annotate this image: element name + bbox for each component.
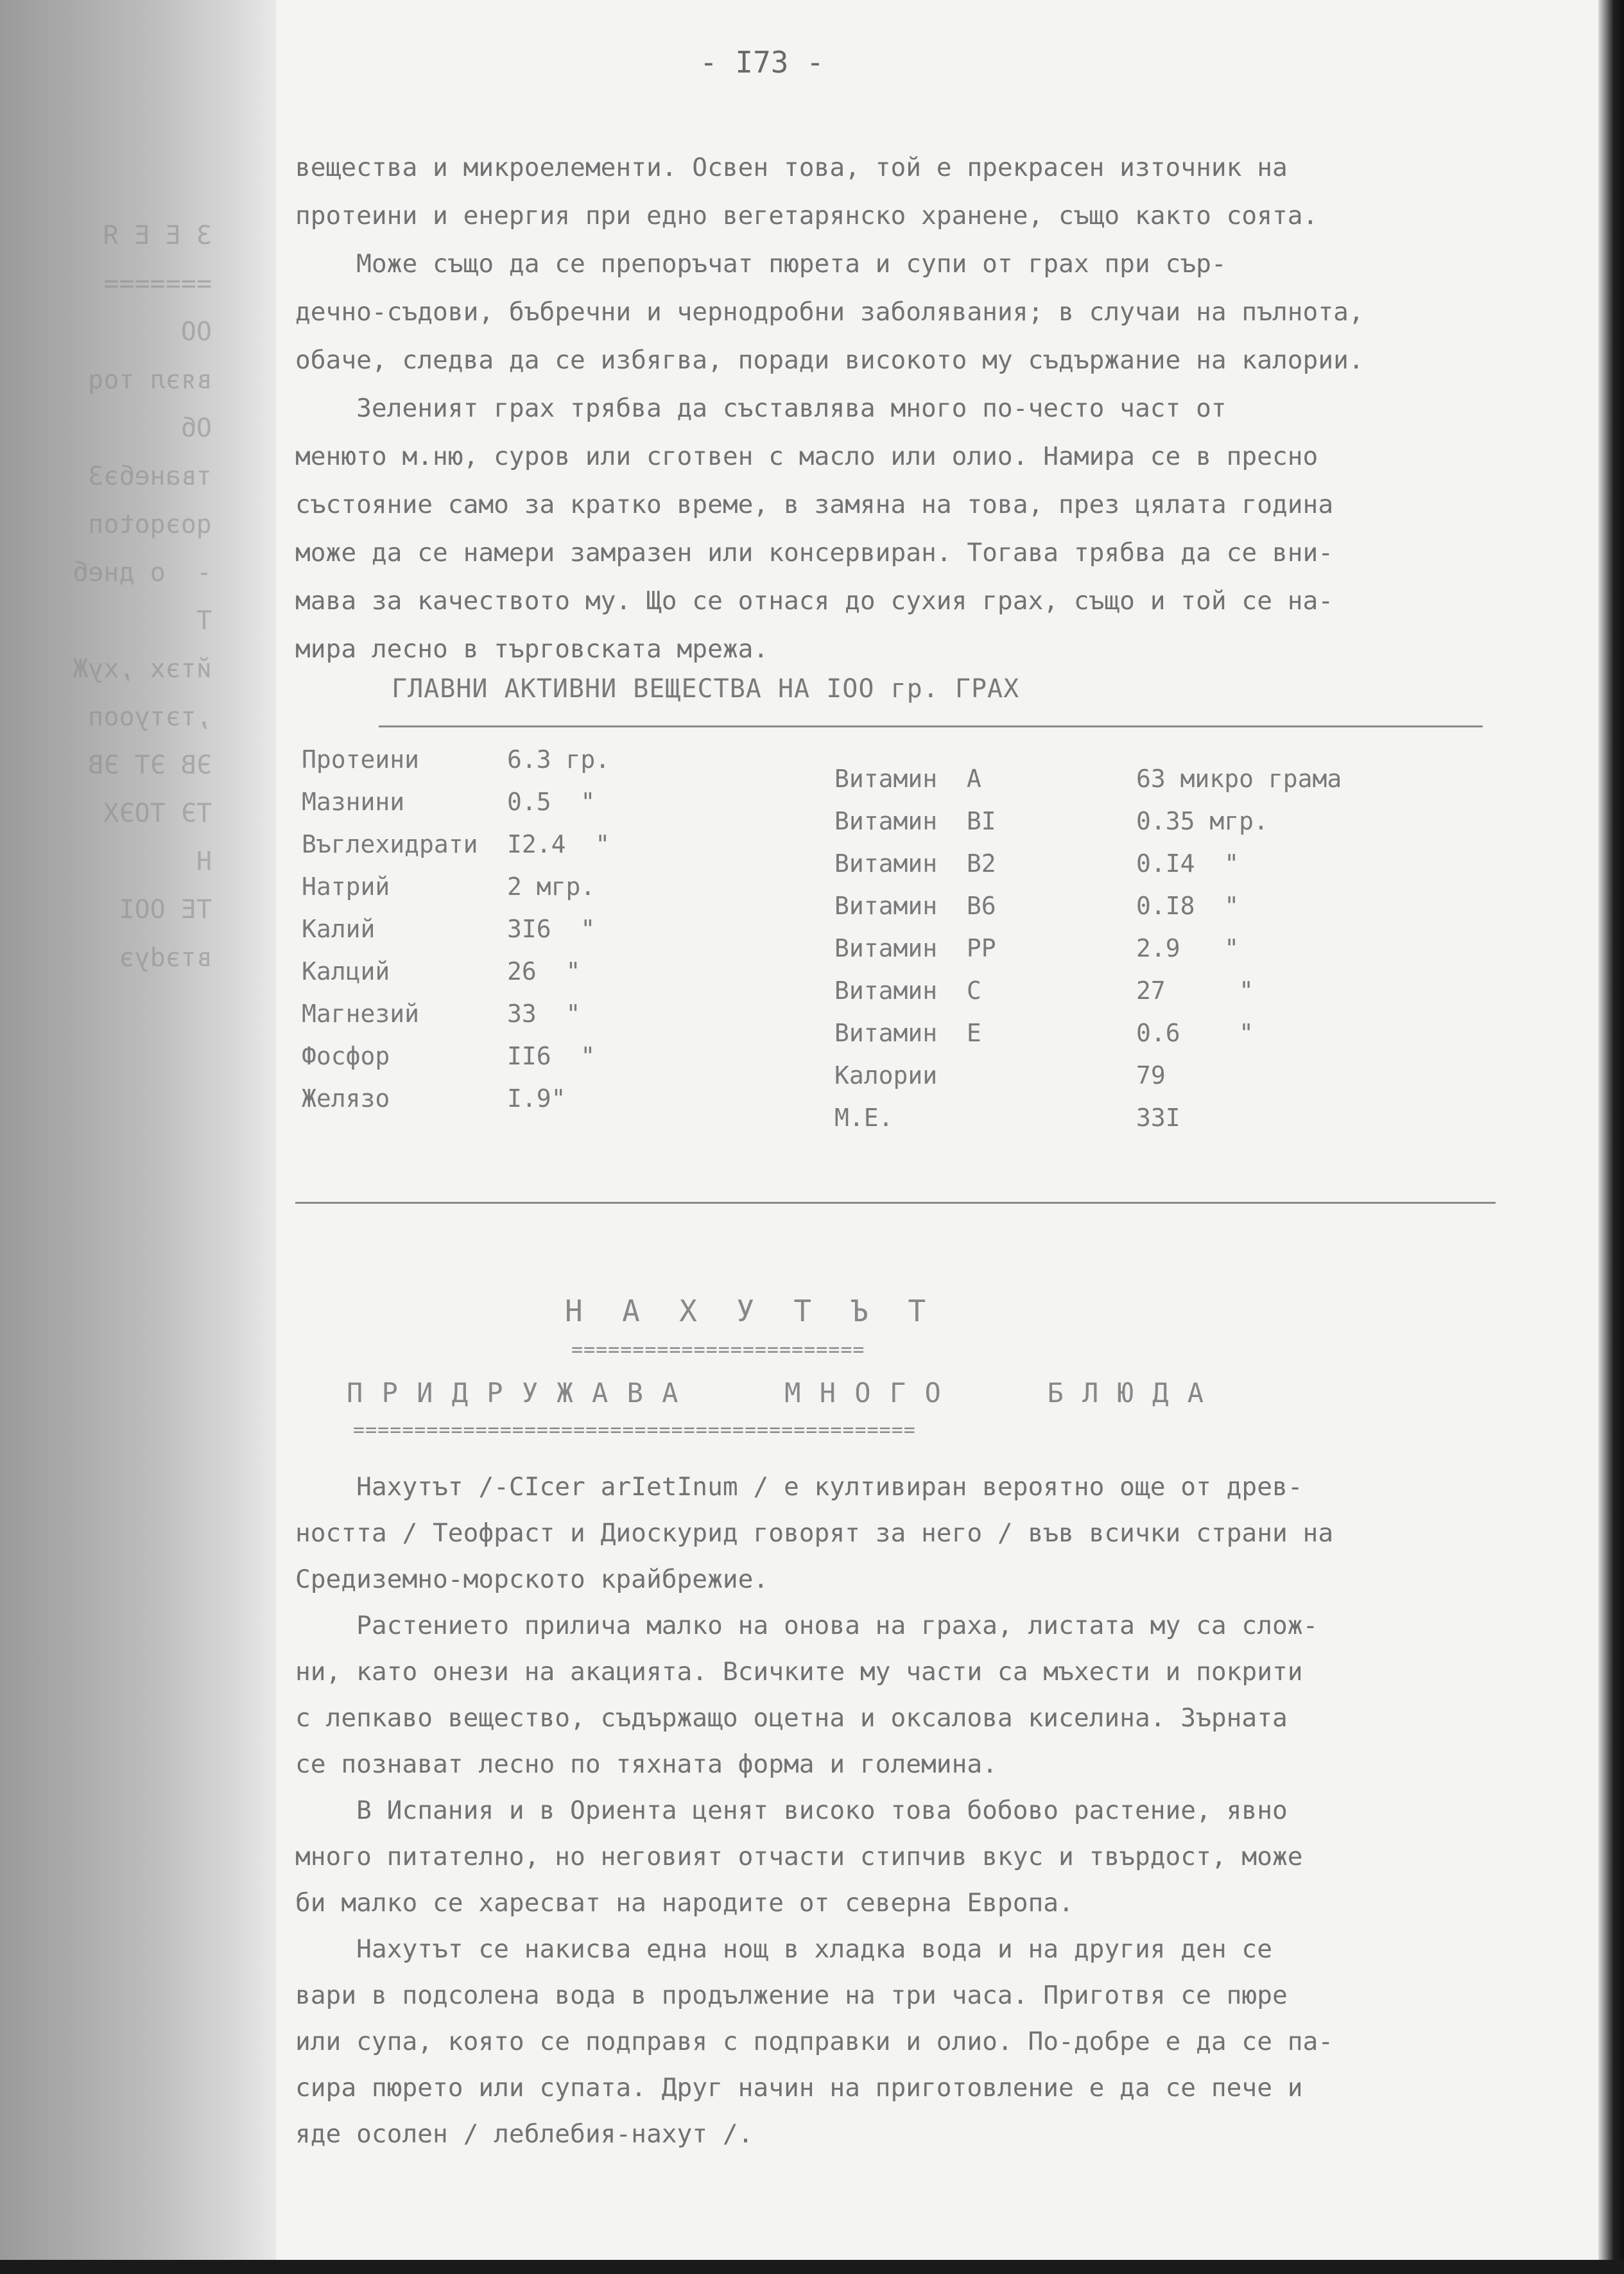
text-line: с лепкаво вещество, съдържащо оцетна и оксалова киселина. Зърната	[295, 1703, 1288, 1733]
text-line: много питателно, но неговият отчасти стипчив вкус и твърдост, може	[295, 1842, 1303, 1871]
table-right-values	[1136, 758, 1342, 1139]
nutrient-value: I.9"	[507, 1084, 566, 1113]
nutrient-name: Калий	[302, 915, 376, 943]
text-line: Зеленият грах трябва да съставлява много по-често част от	[295, 394, 1227, 423]
text-line: обаче, следва да се избягва, поради високото му съдържание на калории.	[295, 345, 1364, 375]
vitamin-name: Витамин PP	[834, 934, 996, 962]
vitamin-name: Витамин B2	[834, 849, 996, 878]
table-left-names	[302, 738, 478, 1120]
table-bottom-rule	[295, 1202, 1496, 1204]
text-line: Нахутът се накисва една нощ в хладка вода и на другия ден се	[295, 1934, 1272, 1964]
text-line: мава за качеството му. Що се отнася до сухия грах, също и той се на-	[295, 586, 1334, 616]
table-top-rule	[379, 725, 1483, 727]
document-page	[282, 0, 1560, 2274]
nutrient-name: Мазнини	[302, 788, 405, 816]
nutrient-name: Фосфор	[302, 1042, 390, 1070]
text-line: би малко се харесват на народите от северна Европа.	[295, 1888, 1074, 1918]
vitamin-value: 2.9 "	[1136, 934, 1240, 962]
text-line: Нахутът /-CIcer arIetInum / е култивиран вероятно още от древ-	[295, 1472, 1303, 1502]
vitamin-value: 79	[1136, 1061, 1166, 1089]
text-line: се познават лесно по тяхната форма и големина.	[295, 1749, 998, 1779]
section-heading-underline: ========================	[571, 1339, 865, 1361]
vitamin-value: 0.I8 "	[1136, 892, 1240, 920]
nutrient-value: 3I6 "	[507, 915, 596, 943]
nutrient-name: Калций	[302, 957, 390, 985]
text-line: ни, като онези на акацията. Всичките му части са мъхести и покрити	[295, 1657, 1303, 1687]
vitamin-name: Калории	[834, 1061, 938, 1089]
vitamin-value: 63 микро грама	[1136, 765, 1342, 793]
table-right-names	[834, 758, 996, 1139]
text-line: яде осолен / леблебия-нахут /.	[295, 2119, 754, 2149]
vitamin-name: Витамин А	[834, 765, 981, 793]
nutrient-value: 0.5 "	[507, 788, 596, 816]
vitamin-name: Витамин B6	[834, 892, 996, 920]
vitamin-name: Витамин C	[834, 976, 981, 1005]
scan-right-edge	[1598, 0, 1624, 2274]
table-title: ГЛАВНИ АКТИВНИ ВЕЩЕСТВА НА IOO гр. ГРАХ	[392, 674, 1020, 704]
text-line: протеини и енергия при едно вегетарянско хранене, също както соята.	[295, 201, 1318, 230]
vitamin-value: 33I	[1136, 1104, 1180, 1132]
section-heading: Н А Х У Т Ъ Т	[565, 1294, 928, 1328]
nutrient-value: I2.4 "	[507, 830, 610, 858]
text-line: ността / Теофраст и Диоскурид говорят за него / във всички страни на	[295, 1518, 1334, 1548]
page-number: - I73 -	[700, 45, 824, 80]
text-line: Средиземно-морското крайбрежие.	[295, 1565, 769, 1594]
text-line: мира лесно в търговската мрежа.	[295, 634, 769, 664]
vitamin-value: 0.35 мгр.	[1136, 807, 1268, 835]
nutrient-name: Магнезий	[302, 1000, 420, 1028]
text-line: състояние само за кратко време, в замяна на това, през цялата година	[295, 490, 1334, 519]
vitamin-name: Витамин E	[834, 1019, 981, 1047]
nutrient-name: Желязо	[302, 1084, 390, 1113]
bleed-through-column: 3 E E Я ======= ОО вяэл тоq Об тванебэЗ qоэqоtоп - о днеб Т йтэх ,хуЖ ,тэтуооп ЭВ ЭТ ЭВ ТЭ ТОЭХ Н ТЕ OOI втэdуэ	[73, 221, 212, 973]
nutrient-value: II6 "	[507, 1042, 596, 1070]
vitamin-value: 27 "	[1136, 976, 1254, 1005]
text-line: или супа, която се подправя с подправки и олио. По-добре е да се па-	[295, 2027, 1334, 2056]
nutrient-value: 33 "	[507, 1000, 581, 1028]
vitamin-name: Витамин BI	[834, 807, 996, 835]
vitamin-name: М.Е.	[834, 1104, 894, 1132]
text-line: менюто м.ню, суров или сготвен с масло или олио. Намира се в пресно	[295, 442, 1318, 471]
text-line: вари в подсолена вода в продължение на три часа. Приготвя се пюре	[295, 1981, 1288, 2010]
section-subheading: П Р И Д Р У Ж А В А М Н О Г О Б Л Ю Д А	[347, 1377, 1205, 1409]
text-line: може да се намери замразен или консервиран. Тогава трябва да се вни-	[295, 538, 1334, 568]
vitamin-value: 0.6 "	[1136, 1019, 1254, 1047]
text-line: дечно-съдови, бъбречни и чернодробни заболявания; в случаи на пълнота,	[295, 297, 1364, 327]
section-subheading-underline: ==============================================	[353, 1419, 916, 1441]
text-line: сира пюрето или супата. Друг начин на приготовление е да се пече и	[295, 2073, 1303, 2103]
nutrient-value: 6.3 гр.	[507, 745, 610, 774]
text-line: Може също да се препоръчат пюрета и супи от грах при сър-	[295, 249, 1227, 279]
nutrient-name: Въглехидрати	[302, 830, 478, 858]
vitamin-value: 0.I4 "	[1136, 849, 1240, 878]
text-line: Растението прилича малко на онова на граха, листата му са слож-	[295, 1611, 1318, 1640]
text-line: В Испания и в Ориента ценят високо това бобово растение, явно	[295, 1796, 1288, 1825]
table-left-values	[507, 738, 610, 1120]
nutrient-value: 26 "	[507, 957, 581, 985]
nutrient-value: 2 мгр.	[507, 872, 596, 901]
nutrient-name: Протеини	[302, 745, 420, 774]
text-line: вещества и микроелементи. Освен това, той е прекрасен източник на	[295, 153, 1288, 182]
nutrient-name: Натрий	[302, 872, 390, 901]
